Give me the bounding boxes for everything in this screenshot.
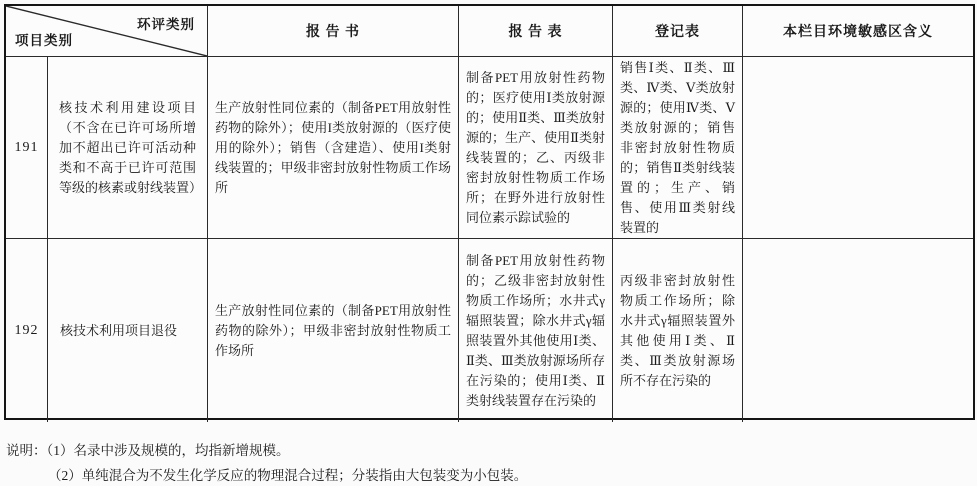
- footnote-line-2: [6, 463, 527, 486]
- corner-label-project-category: 项目类别: [15, 33, 73, 48]
- cell-category: 核技术利用建设项目（不含在已许可场所增加不超出已许可活动种类和不高于已许可范围等级的核素或射线装置）: [48, 57, 208, 239]
- col-header-report-book: 报 告 书: [208, 6, 459, 57]
- cell-report-form: 制备PET用放射性药物的；乙级非密封放射性物质工作场所；水井式γ辐照装置；除水井式γ辐照装置外其他使用Ⅰ类、Ⅱ类、Ⅲ类放射源场所存在污染的；使用Ⅰ类、Ⅱ类射线装置存在污染的: [459, 239, 613, 422]
- cell-sensitive-area: [743, 239, 973, 422]
- footnote-item-2: （2）单纯混合为不发生化学反应的物理混合过程；分装指由大包装变为小包装。: [48, 468, 528, 483]
- cell-registration-form: 销售Ⅰ类、Ⅱ类、Ⅲ类、Ⅳ类、Ⅴ类放射源的；使用Ⅳ类、Ⅴ类放射源的；销售非密封放射性物质的；销售Ⅱ类射线装置的；生产、销售、使用Ⅲ类射线装置的: [613, 57, 743, 239]
- cell-report-book: 生产放射性同位素的（制备PET用放射性药物的除外）；甲级非密封放射性物质工作场所: [208, 239, 459, 422]
- col-header-report-form: 报 告 表: [459, 6, 613, 57]
- cell-category: 核技术利用项目退役: [48, 239, 208, 422]
- col-header-registration-form: 登记表: [613, 6, 743, 57]
- corner-label-eia-category: 环评类别: [137, 17, 195, 32]
- row-number: 191: [6, 57, 48, 239]
- row-number: 192: [6, 239, 48, 422]
- footnote-line-1: [6, 438, 527, 463]
- footnote-label: 说明：: [6, 443, 47, 458]
- cell-registration-form: 丙级非密封放射性物质工作场所；除水井式γ辐照装置外其他使用Ⅰ类、Ⅱ类、Ⅲ类放射源场所不存在污染的: [613, 239, 743, 422]
- footnote-item-1: （1）名录中涉及规模的，均指新增规模。: [46, 443, 290, 458]
- col-header-sensitive-area: 本栏目环境敏感区含义: [743, 6, 973, 57]
- corner-header-cell: [6, 6, 208, 57]
- cell-sensitive-area: [743, 57, 973, 239]
- footnotes: [6, 438, 527, 486]
- eia-category-table: [4, 4, 975, 420]
- cell-report-form: 制备PET用放射性药物的；医疗使用Ⅰ类放射源的；使用Ⅱ类、Ⅲ类放射源的；生产、使用Ⅱ类射线装置的；乙、丙级非密封放射性物质工作场所；在野外进行放射性同位素示踪试验的: [459, 57, 613, 239]
- cell-report-book: 生产放射性同位素的（制备PET用放射性药物的除外）；使用I类放射源的（医疗使用的除外）；销售（含建造）、使用I类射线装置的；甲级非密封放射性物质工作场所: [208, 57, 459, 239]
